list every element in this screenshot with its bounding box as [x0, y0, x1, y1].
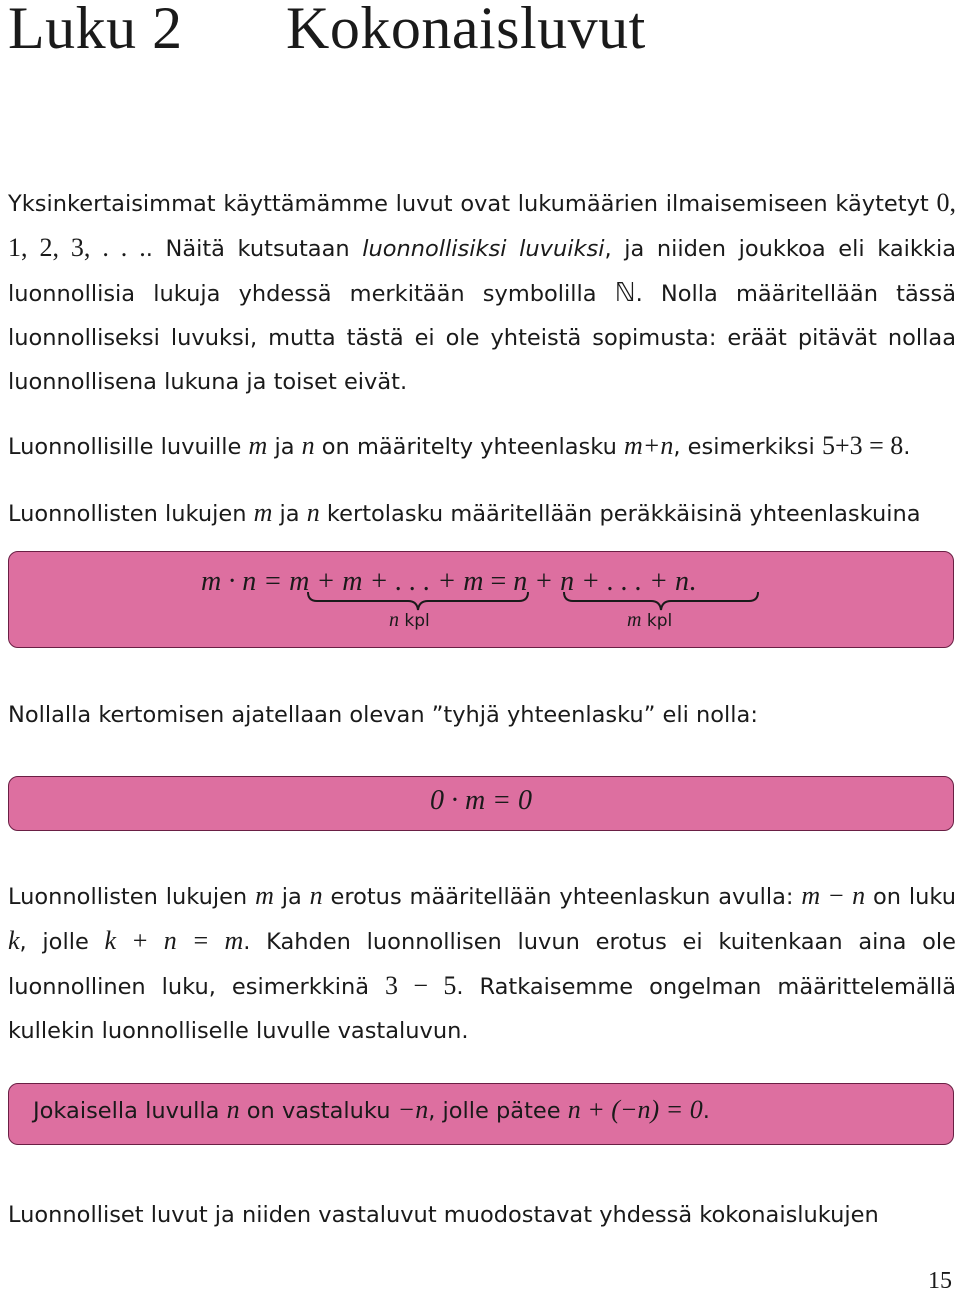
- paragraph-addition: Luonnollisille luvuille m ja n on määritelty yhteenlasku m+n, esimerkiksi 5+3 = 8.: [8, 431, 911, 460]
- math-sequence: 0, 1, 2, 3, . . .: [8, 188, 956, 262]
- chapter-title: Kokonaisluvut: [286, 0, 646, 61]
- sum-group-n: n + n + . . . + n: [513, 566, 689, 597]
- chapter-heading: [8, 0, 646, 63]
- chapter-number: Luku 2: [8, 0, 183, 61]
- paragraph-integers: Luonnolliset luvut ja niiden vastaluvut muodostavat yhdessä kokonaislukujen: [8, 1202, 879, 1228]
- multiplication-definition-box: [8, 551, 954, 648]
- paragraph-subtraction: Luonnollisten lukujen m ja n erotus määritellään yhteenlaskun avulla: m − n on luku k, jolle k + n = m. Kahden luonnollisen luvun erotus ei kuitenkaan aina ole luonnollinen luku, esimerkkinä 3 − 5. Ratkaisemme ongelman määrittelemällä kullekin luonnolliselle luvulle vastaluvun.: [8, 881, 957, 1044]
- math-naturals-symbol: ℕ: [614, 278, 636, 307]
- paragraph-natural-numbers: Yksinkertaisimmat käyttämämme luvut ovat lukumäärien ilmaisemiseen käytetyt 0, 1, 2, 3, . . .. Näitä kutsutaan luonnollisiksi luvuiksi, ja niiden joukkoa eli kaikkia luonnollisia lukuja yhdessä merkitään symbolilla ℕ. Nolla määritellään tässä luonnolliseksi luvuksi, mutta tästä ei ole yhteistä sopimusta: eräät pitävät nollaa luonnollisena lukuna ja toiset eivät.: [8, 188, 957, 395]
- opposite-number-statement: Jokaisella luvulla n on vastaluku −n, jolle pätee n + (−n) = 0.: [33, 1095, 710, 1124]
- paragraph-multiplication: Luonnollisten lukujen m ja n kertolasku määritellään peräkkäisinä yhteenlaskuina: [8, 498, 921, 527]
- brace-label-n-kpl: n kpl: [389, 609, 430, 631]
- opposite-number-box: [8, 1083, 954, 1145]
- zero-multiplication-box: [8, 776, 954, 831]
- page-number: 15: [928, 1268, 952, 1294]
- paragraph-zero-multiplication: Nollalla kertomisen ajatellaan olevan ”tyhjä yhteenlasku” eli nolla:: [8, 702, 758, 728]
- brace-label-m-kpl: m kpl: [627, 609, 673, 631]
- zero-multiplication-equation: 0 · m = 0: [429, 785, 533, 816]
- multiplication-equation: m · n = m + m + . . . + m = n + n + . . . + n.: [201, 566, 696, 597]
- sum-group-m: m + m + . . . + m: [289, 566, 484, 597]
- term-natural-numbers: luonnollisiksi luvuiksi: [362, 236, 605, 262]
